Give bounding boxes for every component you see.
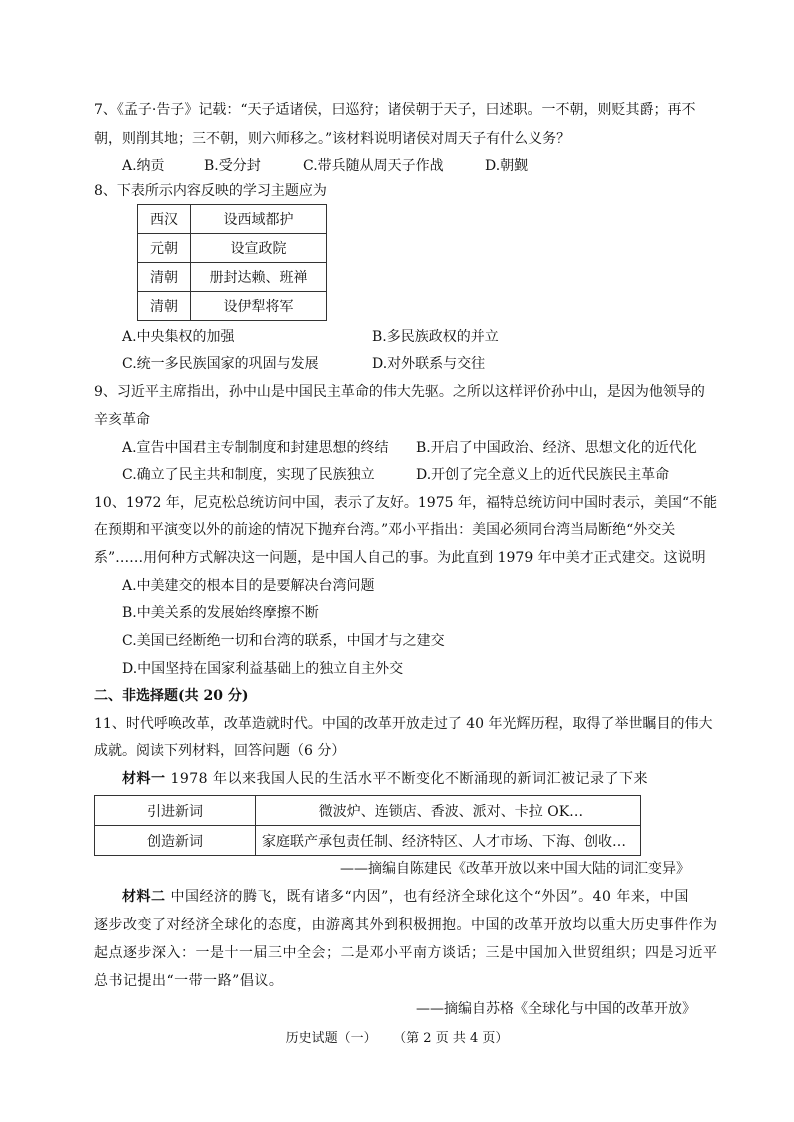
q8-option-a: A.中央集权的加强 <box>122 329 235 345</box>
table-cell: 元朝 <box>138 234 191 263</box>
material2-line3: 起点逐步深入：一是十一届三中全会；二是邓小平南方谈话；三是中国加入世贸组织；四是习近平 <box>94 945 718 961</box>
table-row <box>138 234 327 263</box>
section-heading: 二、非选择题(共 20 分) <box>94 688 249 704</box>
table-row <box>95 796 641 826</box>
material2-line1 <box>122 886 689 908</box>
material2-text: 中国经济的腾飞，既有诸多“内因”，也有经济全球化这个“外因”。40 年来，中国 <box>165 889 689 905</box>
table-cell: 册封达赖、班禅 <box>191 263 327 292</box>
material1-intro <box>122 768 648 790</box>
q7-line2: 朝，则削其地；三不朝，则六师移之。”该材料说明诸侯对周天子有什么义务？ <box>94 131 571 147</box>
q9-option-a: A.宣告中国君主专制制度和封建思想的终结 <box>122 440 389 456</box>
material2-label: 材料二 <box>122 889 166 905</box>
q10-option-d: D.中国坚持在国家利益基础上的独立自主外交 <box>122 661 404 677</box>
q8-option-d: D.对外联系与交往 <box>372 356 486 372</box>
q11-line2: 成就。阅读下列材料，回答问题（6 分） <box>94 743 346 759</box>
q10-option-b: B.中美关系的发展始终摩擦不断 <box>122 605 319 621</box>
material2-line4: 总书记提出“一带一路”倡议。 <box>94 973 284 989</box>
material1-source: ——摘编自陈建民《改革开放以来中国大陆的词汇变异》 <box>340 861 690 877</box>
q7-option-a: A.纳贡 <box>122 158 165 174</box>
table-row <box>138 292 327 321</box>
table-cell: 清朝 <box>138 292 191 321</box>
q9-option-d: D.开创了完全意义上的近代民族民主革命 <box>416 467 670 483</box>
table-cell: 微波炉、连锁店、香波、派对、卡拉 OK… <box>256 796 641 826</box>
table-row <box>95 826 641 856</box>
q7-option-b: B.受分封 <box>204 158 261 174</box>
material2-line2: 逐步改变了对经济全球化的态度，由游离其外到积极拥抱。中国的改革开放均以重大历史事件作为 <box>94 917 718 933</box>
table-cell: 设西域都护 <box>191 205 327 234</box>
q8-option-c: C.统一多民族国家的巩固与发展 <box>122 356 319 372</box>
q9-line2: 辛亥革命 <box>94 412 150 428</box>
q7-option-c: C.带兵随从周天子作战 <box>303 158 444 174</box>
q10-line2: 在预期和平演变以外的前途的情况下抛弃台湾。”邓小平指出：美国必须同台湾当局断绝“外交关 <box>94 522 676 538</box>
material1-text: 1978 年以来我国人民的生活水平不断变化不断涌现的新词汇被记录了下来 <box>165 771 649 787</box>
material1-label: 材料一 <box>122 771 166 787</box>
table-cell: 西汉 <box>138 205 191 234</box>
q11-line1: 11、时代呼唤改革，改革造就时代。中国的改革开放走过了 40 年光辉历程，取得了举世瞩目的伟大 <box>94 716 713 732</box>
table-row <box>138 263 327 292</box>
page-footer: 历史试题（一） （第 2 页 共 4 页） <box>285 1031 509 1046</box>
q9-line1: 9、习近平主席指出，孙中山是中国民主革命的伟大先驱。之所以这样评价孙中山，是因为他领导的 <box>94 384 705 400</box>
q9-option-c: C.确立了民主共和制度，实现了民族独立 <box>122 467 375 483</box>
q9-option-b: B.开启了中国政治、经济、思想文化的近代化 <box>416 440 697 456</box>
q10-option-c: C.美国已经断绝一切和台湾的联系，中国才与之建交 <box>122 633 445 649</box>
table-cell: 设伊犁将军 <box>191 292 327 321</box>
q8-option-b: B.多民族政权的并立 <box>372 329 499 345</box>
table-cell: 设宣政院 <box>191 234 327 263</box>
q7-line1: 7、《孟子·告子》记载：“天子适诸侯，曰巡狩；诸侯朝于天子，曰述职。一不朝，则贬其爵；再不 <box>94 102 696 118</box>
q11-table <box>94 795 641 856</box>
q10-line3: 系”……用何种方式解决这一问题，是中国人自己的事。为此直到 1979 年中美才正式建交。这说明 <box>94 550 706 566</box>
material2-source: ——摘编自苏格《全球化与中国的改革开放》 <box>416 1001 696 1017</box>
q10-line1: 10、1972 年，尼克松总统访问中国，表示了友好。1975 年，福特总统访问中国时表示，美国“不能 <box>94 495 718 511</box>
table-row <box>138 205 327 234</box>
table-cell: 引进新词 <box>95 796 256 826</box>
table-cell: 创造新词 <box>95 826 256 856</box>
table-cell: 清朝 <box>138 263 191 292</box>
q10-option-a: A.中美建交的根本目的是要解决台湾问题 <box>122 578 375 594</box>
table-cell: 家庭联产承包责任制、经济特区、人才市场、下海、创收… <box>256 826 641 856</box>
q8-stem: 8、下表所示内容反映的学习主题应为 <box>94 183 327 199</box>
q7-option-d: D.朝觐 <box>485 158 529 174</box>
q8-table <box>137 204 327 321</box>
